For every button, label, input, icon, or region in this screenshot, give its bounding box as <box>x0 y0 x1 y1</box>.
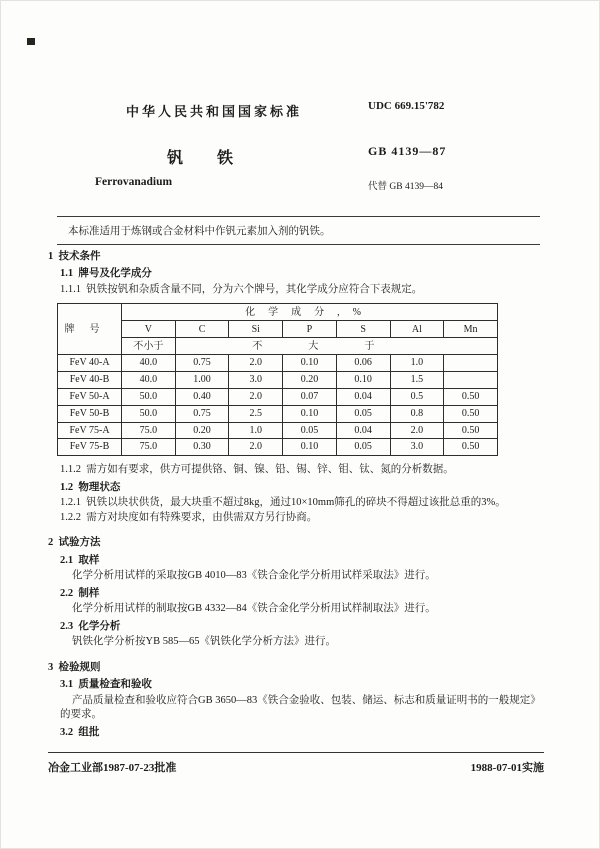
element-column-header: Al <box>390 321 444 338</box>
value-cell: 75.0 <box>122 439 176 456</box>
value-cell: 0.04 <box>336 422 390 439</box>
table-row <box>58 405 498 422</box>
grade-cell: FeV 50-B <box>58 405 122 422</box>
section-text: 化学分析用试样的制取按GB 4332—84《铁合金化学分析用试样制取法》进行。 <box>72 603 436 615</box>
value-cell: 0.10 <box>283 355 337 372</box>
standard-number: GB 4139—87 <box>368 144 447 158</box>
value-cell: 3.0 <box>390 439 444 456</box>
value-cell <box>444 355 498 372</box>
value-cell: 0.50 <box>444 439 498 456</box>
table-row <box>58 439 498 456</box>
value-cell: 0.10 <box>283 439 337 456</box>
element-column-header: C <box>175 321 229 338</box>
value-cell: 0.10 <box>336 372 390 389</box>
min-limit-header: 不小于 <box>122 338 176 355</box>
grade-cell: FeV 50-A <box>58 389 122 406</box>
section-text: 产品质量检查和验收应符合GB 3650—83《铁合金验收、包装、储运、标志和质量证明书的一般规定》的要求。 <box>60 694 541 721</box>
table-row <box>58 389 498 406</box>
grade-cell: FeV 75-B <box>58 439 122 456</box>
grade-cell: FeV 40-B <box>58 372 122 389</box>
value-cell: 1.0 <box>229 422 283 439</box>
section-text: 3.1 质量检查和验收 <box>60 679 152 691</box>
value-cell: 1.00 <box>175 372 229 389</box>
value-cell: 1.5 <box>390 372 444 389</box>
value-cell: 0.05 <box>283 422 337 439</box>
element-column-header: P <box>283 321 337 338</box>
value-cell: 0.06 <box>336 355 390 372</box>
document-title-english: Ferrovanadium <box>95 176 173 188</box>
element-column-header: S <box>336 321 390 338</box>
value-cell: 0.30 <box>175 439 229 456</box>
spec-table-body <box>58 355 498 456</box>
value-cell: 0.50 <box>444 422 498 439</box>
value-cell: 0.04 <box>336 389 390 406</box>
section-text: 2.3 化学分析 <box>60 620 121 632</box>
table-row <box>58 372 498 389</box>
value-cell: 2.0 <box>390 422 444 439</box>
max-limit-header: 不大于 <box>175 338 497 355</box>
footer-divider <box>48 752 544 753</box>
element-column-header: Mn <box>444 321 498 338</box>
table-row <box>58 355 498 372</box>
value-cell: 1.0 <box>390 355 444 372</box>
value-cell: 50.0 <box>122 389 176 406</box>
value-cell: 50.0 <box>122 405 176 422</box>
value-cell: 0.05 <box>336 439 390 456</box>
grade-column-header: 牌号 <box>58 304 122 355</box>
value-cell: 0.20 <box>175 422 229 439</box>
section-text: 1.1 牌号及化学成分 <box>60 268 152 280</box>
document-body <box>48 250 544 741</box>
value-cell: 75.0 <box>122 422 176 439</box>
value-cell: 2.5 <box>229 405 283 422</box>
value-cell: 0.40 <box>175 389 229 406</box>
section-text: 2.1 取样 <box>60 554 100 566</box>
grade-cell: FeV 75-A <box>58 422 122 439</box>
section-text: 1.2.1 钒铁以块状供货，最大块重不超过8kg，通过10×10mm筛孔的碎块不得超过该批总重的3%。 <box>60 497 506 509</box>
value-cell: 2.0 <box>229 389 283 406</box>
sections-after-table <box>48 463 544 740</box>
implementation-note: 1988-07-01实施 <box>470 762 544 774</box>
value-cell: 40.0 <box>122 355 176 372</box>
chemical-composition-table <box>57 303 498 456</box>
udc-number: UDC 669.15'782 <box>368 100 445 112</box>
approval-note: 冶金工业部1987-07-23批准 <box>48 762 177 774</box>
value-cell: 3.0 <box>229 372 283 389</box>
sections-before-table <box>48 250 544 297</box>
section-text: 1 技术条件 <box>48 251 101 262</box>
section-text: 1.2 物理状态 <box>60 481 121 493</box>
value-cell: 0.75 <box>175 405 229 422</box>
element-column-header: V <box>122 321 176 338</box>
value-cell: 2.0 <box>229 439 283 456</box>
value-cell: 0.07 <box>283 389 337 406</box>
value-cell: 0.10 <box>283 405 337 422</box>
value-cell: 0.50 <box>444 389 498 406</box>
element-header-row <box>58 321 498 338</box>
document-title: 钒铁 <box>167 150 268 167</box>
section-text: 1.1.2 需方如有要求，供方可提供铬、铜、镍、铅、锡、锌、钼、钛、氮的分析数据。 <box>60 464 454 476</box>
scope-statement: 本标准适用于炼钢或合金材料中作钒元素加入剂的钒铁。 <box>57 216 540 245</box>
value-cell: 0.5 <box>390 389 444 406</box>
value-cell: 0.8 <box>390 405 444 422</box>
section-text: 钒铁化学分析按YB 585—65《钒铁化学分析方法》进行。 <box>72 636 336 648</box>
value-cell: 0.75 <box>175 355 229 372</box>
replaces-note: 代替 GB 4139—84 <box>368 182 443 192</box>
value-cell: 0.50 <box>444 405 498 422</box>
value-cell: 0.20 <box>283 372 337 389</box>
section-text: 2 试验方法 <box>48 537 101 549</box>
table-header <box>58 304 498 355</box>
section-text: 1.1.1 钒铁按钒和杂质含量不同，分为六个牌号，其化学成分应符合下表规定。 <box>60 283 423 295</box>
footer <box>48 759 544 775</box>
value-cell: 0.05 <box>336 405 390 422</box>
scan-artifact <box>27 38 35 45</box>
section-text: 3 检验规则 <box>48 661 101 673</box>
value-cell: 40.0 <box>122 372 176 389</box>
section-text: 化学分析用试样的采取按GB 4010—83《铁合金化学分析用试样采取法》进行。 <box>72 570 436 582</box>
table-row <box>58 422 498 439</box>
grade-cell: FeV 40-A <box>58 355 122 372</box>
value-cell: 2.0 <box>229 355 283 372</box>
element-column-header: Si <box>229 321 283 338</box>
composition-group-header: 化学成分,% <box>122 304 498 321</box>
standard-title: 中华人民共和国国家标准 <box>126 104 303 119</box>
section-text: 3.2 组批 <box>60 726 100 738</box>
value-cell <box>444 372 498 389</box>
section-text: 2.2 制样 <box>60 587 100 599</box>
section-text: 1.2.2 需方对块度如有特殊要求，由供需双方另行协商。 <box>60 511 318 523</box>
